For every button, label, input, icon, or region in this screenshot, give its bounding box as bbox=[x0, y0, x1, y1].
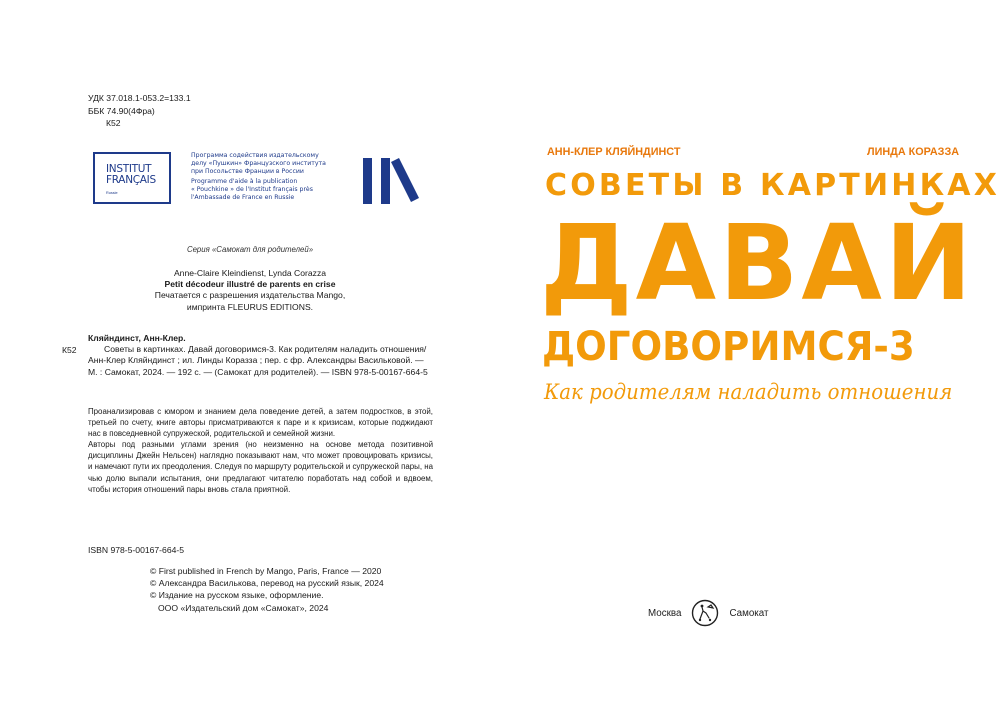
illustrator-name: ЛИНДА КОРАЗЗА bbox=[867, 146, 959, 158]
book-title-line2: ДОГОВОРИМСЯ-3 bbox=[542, 324, 915, 370]
books-logo-icon bbox=[361, 154, 421, 206]
bbk-code: ББК 74.90(4Фра) bbox=[88, 105, 155, 116]
series-name: Серия «Самокат для родителей» bbox=[186, 245, 314, 254]
book-title-line1: ДАВАЙ bbox=[540, 202, 975, 324]
classification-block bbox=[88, 92, 191, 130]
publisher-name: Самокат bbox=[729, 607, 769, 619]
author-mark: К52 bbox=[106, 118, 121, 128]
publisher-imprint bbox=[648, 598, 769, 628]
series-title: СОВЕТЫ В КАРТИНКАХ bbox=[545, 168, 1000, 203]
pushkin-program-text: Программа содействия издательскому делу «Пушкин» Французского института при Посольстве Франции в России Programme d'aide à la publication « Pouchkine » de l'Institut français près l'Ambassade de France en Russie bbox=[191, 152, 326, 201]
sponsor-logos bbox=[93, 152, 423, 208]
authors bbox=[547, 146, 959, 158]
institut-francais-logo: INSTITUT FRANÇAIS Russie bbox=[93, 152, 171, 204]
bibliographic-record: Кляйндинст, Анн-Клер. К52 Советы в картинках. Давай договоримся-3. Как родителям наладить отношения/Анн-Клер Кляйндинст ; ил. Линды Коразза ; пер. с фр. Александры Васильковой. — М. : Самокат, 2024. — 192 с. — (Самокат для родителей). — ISBN 978-5-00167-664-5 bbox=[62, 333, 428, 377]
isbn: ISBN 978-5-00167-664-5 bbox=[88, 545, 185, 555]
city: Москва bbox=[648, 607, 682, 619]
title-page bbox=[500, 0, 1000, 706]
udk-code: УДК 37.018.1-053.2=133.1 bbox=[88, 93, 191, 103]
original-edition: Anne-Claire Kleindienst, Lynda Corazza Petit décodeur illustré de parents en crise Печатается с разрешения издательства Mango, импринта FLEURUS EDITIONS. bbox=[154, 268, 346, 312]
book-subtitle: Как родителям наладить отношения bbox=[544, 380, 953, 404]
copyright-notices: © First published in French by Mango, Paris, France — 2020 © Александра Василькова, перевод на русский язык, 2024 © Издание на русском языке, оформление. ООО «Издательский дом «Самокат», 2024 bbox=[150, 566, 384, 613]
author-name: АНН-КЛЕР КЛЯЙНДИНСТ bbox=[547, 146, 681, 158]
annotation: Проанализировав с юмором и знанием дела поведение детей, а затем подростков, в этой, третьей по счету, книге авторы присматриваются к паре и к кризисам, которые поджидают нас в повседневной супружеской, родительской и семейной жизни. Авторы под разными углами зрения (но неизменно на основе метода позитивной дисциплины Джейн Нельсен) наглядно показывают нам, что может провоцировать кризисы, и намечают пути их преодоления. Следуя по маршруту родительской и супружеской пары, на чью долю выпали испытания, они предлагают читателю поработать над собой и вдвоем, чтобы история отношений пары вновь стала приятной. bbox=[88, 407, 433, 494]
samokat-scooter-logo-icon bbox=[691, 599, 719, 627]
